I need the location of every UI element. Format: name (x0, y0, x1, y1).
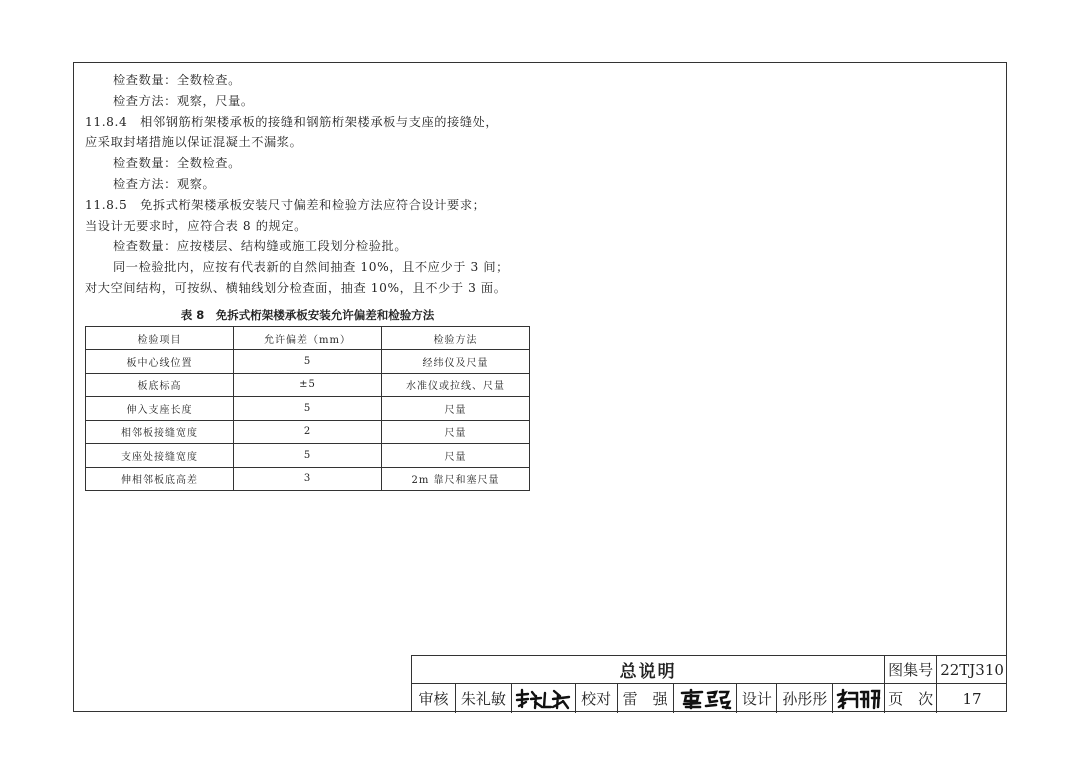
designer-signature-image (835, 687, 883, 711)
text-line: 同一检验批内，应按有代表新的自然间抽查 10%，且不应少于 3 间； (113, 260, 509, 275)
text-line: 检查数量：全数检查。 (113, 73, 241, 87)
text-line: 对大空间结构，可按纵、横轴线划分检查面，抽查 10%，且不少于 3 面。 (85, 280, 507, 295)
table-row (86, 444, 530, 468)
design-label: 设计 (737, 684, 777, 713)
table-cell: 板底标高 (86, 373, 234, 397)
text-line: 检查数量：应按楼层、结构缝或施工段划分检验批。 (113, 239, 408, 254)
table-cell: 尺量 (382, 420, 530, 444)
table-cell: 2m 靠尺和塞尺量 (382, 467, 530, 491)
specification-text (85, 70, 545, 299)
table-caption: 表 8 免拆式桁架楼承板安装允许偏差和检验方法 (180, 308, 435, 322)
table-cell: 伸相邻板底高差 (86, 467, 234, 491)
table-cell: 支座处接缝宽度 (86, 444, 234, 468)
designer-signature (833, 684, 885, 713)
table-cell: 经纬仪及尺量 (382, 350, 530, 374)
title-block-bottom-row (412, 684, 1007, 713)
table-row (86, 420, 530, 444)
text-line: 当设计无要求时，应符合表 8 的规定。 (85, 218, 307, 233)
text-line: 11.8.5 免拆式桁架楼承板安装尺寸偏差和检验方法应符合设计要求； (85, 197, 486, 212)
text-line: 应采取封堵措施以保证混凝土不漏浆。 (85, 135, 303, 150)
page-label: 页 次 (885, 684, 937, 713)
atlas-number: 22TJ310 (940, 660, 1004, 679)
column-header: 检验方法 (382, 327, 530, 350)
page-number: 17 (962, 689, 982, 708)
text-line: 检查数量：全数检查。 (113, 156, 241, 171)
table-cell: 3 (234, 467, 382, 491)
table-cell: 5 (234, 397, 382, 421)
review-label: 审核 (412, 684, 456, 713)
text-line: 检查方法：观察，尺量。 (113, 93, 254, 108)
table-cell: 5 (234, 444, 382, 468)
table-cell: 板中心线位置 (86, 350, 234, 374)
check-label: 校对 (576, 684, 618, 713)
table-row (86, 467, 530, 491)
table-row (86, 397, 530, 421)
checker-signature-image (676, 687, 734, 711)
text-line: 11.8.4 相邻钢筋桁架楼承板的接缝和钢筋桁架楼承板与支座的接缝处， (85, 114, 499, 129)
designer-name: 孙彤彤 (777, 684, 833, 713)
reviewer-signature (512, 684, 576, 713)
table-row (86, 373, 530, 397)
tolerance-table (85, 326, 530, 491)
atlas-label: 图集号 (885, 656, 937, 683)
column-header: 允许偏差（mm） (234, 327, 382, 350)
table-cell: 5 (234, 350, 382, 374)
checker-name: 雷 强 (618, 684, 674, 713)
table-header-row (86, 327, 530, 350)
column-header: 检验项目 (86, 327, 234, 350)
table-cell: 伸入支座长度 (86, 397, 234, 421)
table-cell: ±5 (234, 373, 382, 397)
reviewer-signature-image (514, 687, 572, 711)
table-cell: 尺量 (382, 444, 530, 468)
title-block (411, 655, 1007, 712)
title-block-top-row (412, 656, 1007, 684)
checker-signature (674, 684, 738, 713)
table-row (86, 350, 530, 374)
reviewer-name: 朱礼敏 (456, 684, 512, 713)
table-cell: 尺量 (382, 397, 530, 421)
text-line: 检查方法：观察。 (113, 176, 216, 191)
table-cell: 相邻板接缝宽度 (86, 420, 234, 444)
drawing-title: 总说明 (412, 656, 885, 683)
table-cell: 2 (234, 420, 382, 444)
table-cell: 水准仪或拉线、尺量 (382, 373, 530, 397)
